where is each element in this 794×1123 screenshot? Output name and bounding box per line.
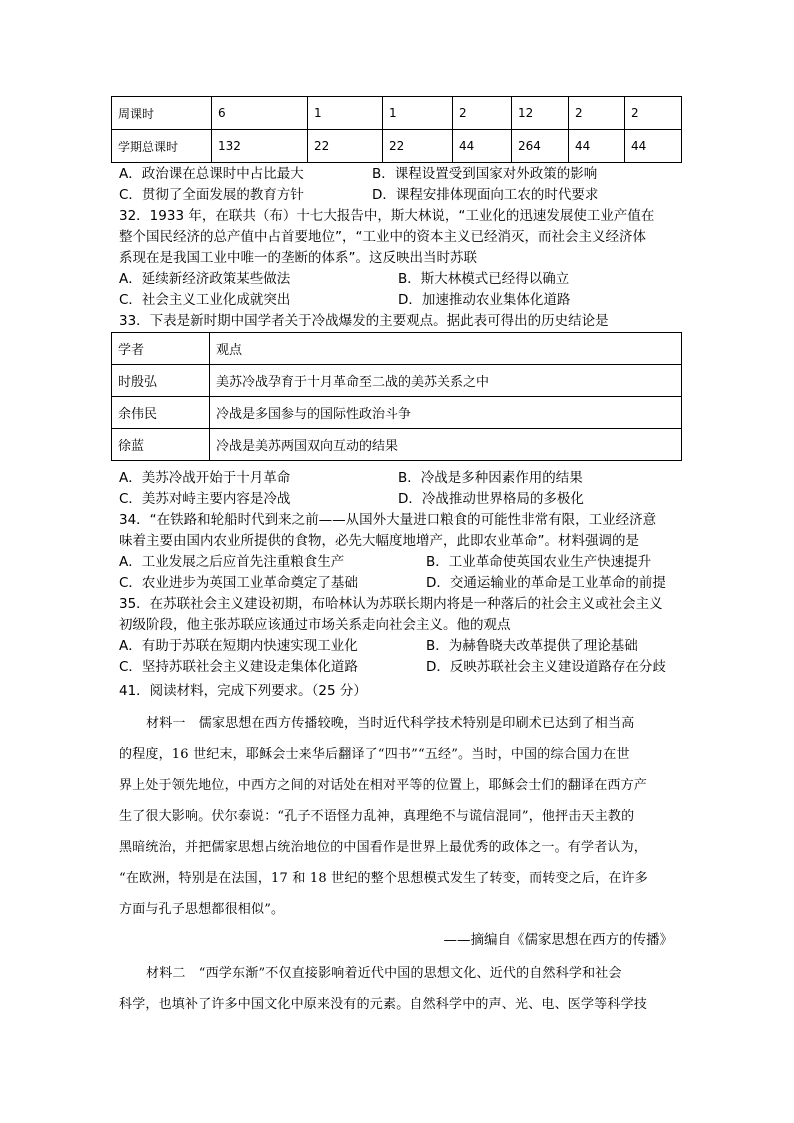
row-label: 周课时 <box>112 97 212 130</box>
q41-stem: 41．阅读材料，完成下列要求。（25 分） <box>119 683 367 699</box>
material1-line: 界上处于领先地位，中西方之间的对话处在相对平等的位置上，耶稣会士们的翻译在西方产 <box>119 778 648 793</box>
table-cell: 6 <box>212 97 308 130</box>
material1-line: 生了很大影响。伏尔泰说：“孔子不语怪力乱神，真理绝不与谎信混同”，他抨击天主教的 <box>119 809 635 824</box>
q32-option-d: D．加速推动农业集体化道路 <box>398 292 571 308</box>
q33-option-d: D．冷战推动世界格局的多极化 <box>398 491 584 507</box>
row-label: 学期总课时 <box>112 130 212 163</box>
table-cell: 1 <box>308 97 383 130</box>
table-row <box>112 397 682 429</box>
table-cell: 264 <box>512 130 569 163</box>
table-cell: 44 <box>625 130 682 163</box>
q32-stem-line: 整个国民经济的总产值中占首要地位”，“工业中的资本主义已经消灭，而社会主义经济体 <box>119 229 646 245</box>
q32-option-a: A．延续新经济政策某些做法 <box>119 271 291 287</box>
cold-war-views-table <box>111 332 682 461</box>
material1-line: 黑暗统治，并把儒家思想占统治地位的中国看作是世界上最优秀的政体之一。有学者认为， <box>119 840 648 855</box>
q31-option-a: A．政治课在总课时中占比最大 <box>119 166 304 182</box>
q35-option-d: D．反映苏联社会主义建设道路存在分歧 <box>426 659 666 675</box>
material1-line: “在欧洲，特别是在法国，17 和 18 世纪的整个思想模式发生了转变，而转变之后，在许多 <box>119 871 648 886</box>
material1-line: 方面与孔子思想都很相似”。 <box>119 902 285 917</box>
course-hours-table <box>111 96 682 163</box>
q31-option-d: D．课程安排体现面向工农的时代要求 <box>372 187 599 203</box>
q35-option-a: A．有助于苏联在短期内快速实现工业化 <box>119 638 358 654</box>
q33-option-a: A．美苏冷战开始于十月革命 <box>119 470 291 486</box>
scholar-cell: 徐蓝 <box>112 429 210 461</box>
table-cell: 2 <box>625 97 682 130</box>
table-row <box>112 97 682 130</box>
q34-stem-line: 34．“在铁路和轮船时代到来之前——从国外大量进口粮食的可能性非常有限，工业经济意 <box>119 512 657 528</box>
view-cell: 美苏冷战孕育于十月革命至二战的美苏关系之中 <box>210 365 682 397</box>
q35-option-b: B．为赫鲁晓夫改革提供了理论基础 <box>426 638 638 654</box>
q32-option-b: B．斯大林模式已经得以确立 <box>398 271 570 287</box>
material1-line: 的程度，16 世纪末，耶稣会士来华后翻译了“四书”“五经”。当时，中国的综合国力在世 <box>119 747 630 762</box>
scholar-cell: 余伟民 <box>112 397 210 429</box>
table-header-row <box>112 333 682 365</box>
table-cell: 2 <box>569 97 625 130</box>
q32-option-c: C．社会主义工业化成就突出 <box>119 292 291 308</box>
header-view: 观点 <box>210 333 682 365</box>
material2-line: 科学，也填补了许多中国文化中原来没有的元素。自然科学中的声、光、电、医学等科学技 <box>119 997 648 1012</box>
table-cell: 12 <box>512 97 569 130</box>
q31-option-b: B．课程设置受到国家对外政策的影响 <box>372 166 598 182</box>
table-row <box>112 130 682 163</box>
table-row <box>112 365 682 397</box>
q34-option-d: D．交通运输业的革命是工业革命的前提 <box>426 575 666 591</box>
table-cell: 22 <box>308 130 383 163</box>
scholar-cell: 时殷弘 <box>112 365 210 397</box>
q33-option-b: B．冷战是多种因素作用的结果 <box>398 470 583 486</box>
table-cell: 132 <box>212 130 308 163</box>
q34-stem-line: 味着主要由国内农业所提供的食物，必先大幅度地增产，此即农业革命”。材料强调的是 <box>119 533 639 549</box>
q35-stem-line: 初级阶段，他主张苏联应该通过市场关系走向社会主义。他的观点 <box>119 617 511 633</box>
q34-option-c: C．农业进步为英国工业革命奠定了基础 <box>119 575 358 591</box>
material1-line: 材料一 儒家思想在西方传播较晚，当时近代科学技术特别是印刷术已达到了相当高 <box>146 716 635 731</box>
table-cell: 22 <box>383 130 453 163</box>
q32-stem-line: 32．1933 年，在联共（布）十七大报告中，斯大林说，“工业化的迅速发展使工业产值在 <box>119 208 655 224</box>
q31-option-c: C．贯彻了全面发展的教育方针 <box>119 187 304 203</box>
q34-option-a: A．工业发展之后应首先注重粮食生产 <box>119 554 345 570</box>
table-cell: 2 <box>453 97 512 130</box>
view-cell: 冷战是多国参与的国际性政治斗争 <box>210 397 682 429</box>
q35-option-c: C．坚持苏联社会主义建设走集体化道路 <box>119 659 358 675</box>
view-cell: 冷战是美苏两国双向互动的结果 <box>210 429 682 461</box>
table-cell: 1 <box>383 97 453 130</box>
header-scholar: 学者 <box>112 333 210 365</box>
q35-stem-line: 35．在苏联社会主义建设初期，布哈林认为苏联长期内将是一种落后的社会主义或社会主义 <box>119 596 663 612</box>
table-row <box>112 429 682 461</box>
q33-option-c: C．美苏对峙主要内容是冷战 <box>119 491 291 507</box>
table-cell: 44 <box>453 130 512 163</box>
material1-source: ——摘编自《儒家思想在西方的传播》 <box>443 932 673 948</box>
q32-stem-line: 系现在是我国工业中唯一的垄断的体系”。这反映出当时苏联 <box>119 250 477 266</box>
material2-line: 材料二 “西学东渐”不仅直接影响着近代中国的思想文化、近代的自然科学和社会 <box>146 966 622 981</box>
table-cell: 44 <box>569 130 625 163</box>
q33-stem: 33．下表是新时期中国学者关于冷战爆发的主要观点。据此表可得出的历史结论是 <box>119 313 609 329</box>
q34-option-b: B．工业革命使英国农业生产快速提升 <box>426 554 652 570</box>
